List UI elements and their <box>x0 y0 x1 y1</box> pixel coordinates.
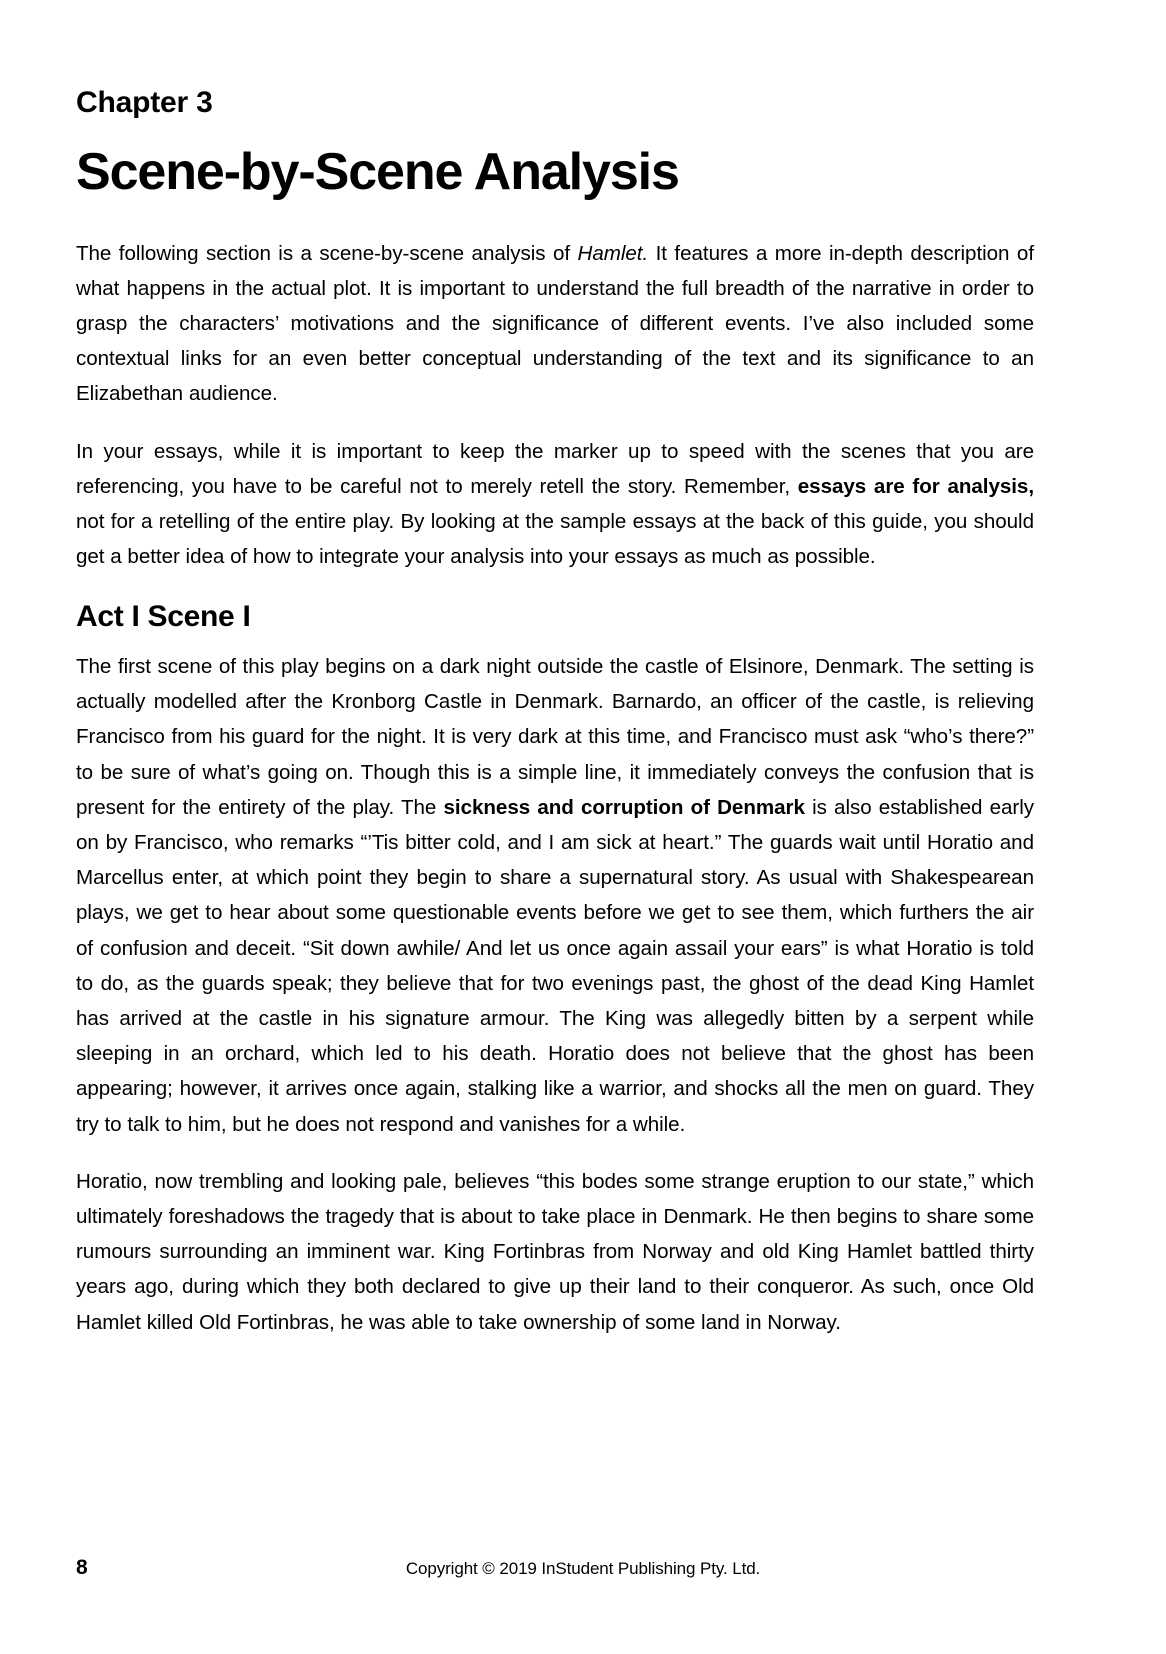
section-paragraph-2: Horatio, now trembling and looking pale, believes “this bodes some strange eruption to our state,” which ultimately foreshadows the tragedy that is about to take place in Denmark. He then begins to share some rumours surrounding an imminent war. King Fortinbras from Norway and old King Hamlet battled thirty years ago, during which they both declared to give up their land to their conqueror. As such, once Old Hamlet killed Old Fortinbras, he was able to take ownership of some land in Norway. <box>76 1169 1034 1334</box>
page-title: Scene-by-Scene Analysis <box>76 143 679 201</box>
section-heading-act-i-scene-i: Act I Scene I <box>76 600 251 634</box>
footer-page-number: 8 <box>76 1556 88 1579</box>
intro-paragraph-1-part-1: The following section is a scene-by-scene analysis of <box>76 241 578 265</box>
section-paragraph-1-part-2: is also established early on by Francisco, who remarks “’Tis bitter cold, and I am sick at heart.” The guards wait until Horatio and Marcellus enter, at which point they begin to share a supernatural story. As usual with Shakespearean plays, we get to hear about some questionable events before we get to see them, which furthers the air of confusion and deceit. “Sit down awhile/ And let us once again assail your ears” is what Horatio is told to do, as the guards speak; they believe that for two evenings past, the ghost of the dead King Hamlet has arrived at the castle in his signature armour. The King was allegedly bitten by a serpent while sleeping in an orchard, which led to his death. Horatio does not believe that the ghost has been appearing; however, it arrives once again, stalking like a warrior, and shocks all the men on guard. They try to talk to him, but he does not respond and vanishes for a while. <box>76 795 1034 1136</box>
footer-copyright: Copyright © 2019 InStudent Publishing Pty. Ltd. <box>405 1559 761 1578</box>
sickness-corruption-emphasis: sickness and corruption of Denmark <box>443 795 805 819</box>
chapter-label: Chapter 3 <box>76 86 213 119</box>
page-footer <box>76 1556 1090 1590</box>
section-paragraph-1-part-1: The first scene of this play begins on a dark night outside the castle of Elsinore, Denmark. The setting is actually modelled after the Kronborg Castle in Denmark. Barnardo, an officer of the castle, is relieving Francisco from his guard for the night. It is very dark at this time, and Francisco must ask “who’s there?” to be sure of what’s going on. Though this is a simple line, it immediately conveys the confusion that is present for the entirety of the play. The <box>76 654 1034 819</box>
section-paragraph-1 <box>76 649 1034 1142</box>
essays-for-analysis-emphasis: essays are for analysis, <box>797 474 1035 498</box>
intro-paragraph-2-part-2: not for a retelling of the entire play. By looking at the sample essays at the back of this guide, you should get a better idea of how to integrate your analysis into your essays as much as possible. <box>76 510 1034 569</box>
intro-paragraph-2-part-1: In your essays, while it is important to keep the marker up to speed with the scenes that you are referencing, you have to be careful not to merely retell the story. Remember, <box>76 439 1034 498</box>
page-content <box>76 86 1034 1340</box>
hamlet-title-emphasis: Hamlet. <box>577 241 649 265</box>
intro-paragraph-2 <box>76 434 1034 575</box>
intro-paragraph-1-part-2: It features a more in-depth description of what happens in the actual plot. It is important to understand the full breadth of the narrative in order to grasp the characters’ motivations and the significance of different events. I’ve also included some contextual links for an even better conceptual understanding of the text and its significance to an Elizabethan audience. <box>76 241 1034 406</box>
intro-paragraph-1 <box>76 236 1034 412</box>
